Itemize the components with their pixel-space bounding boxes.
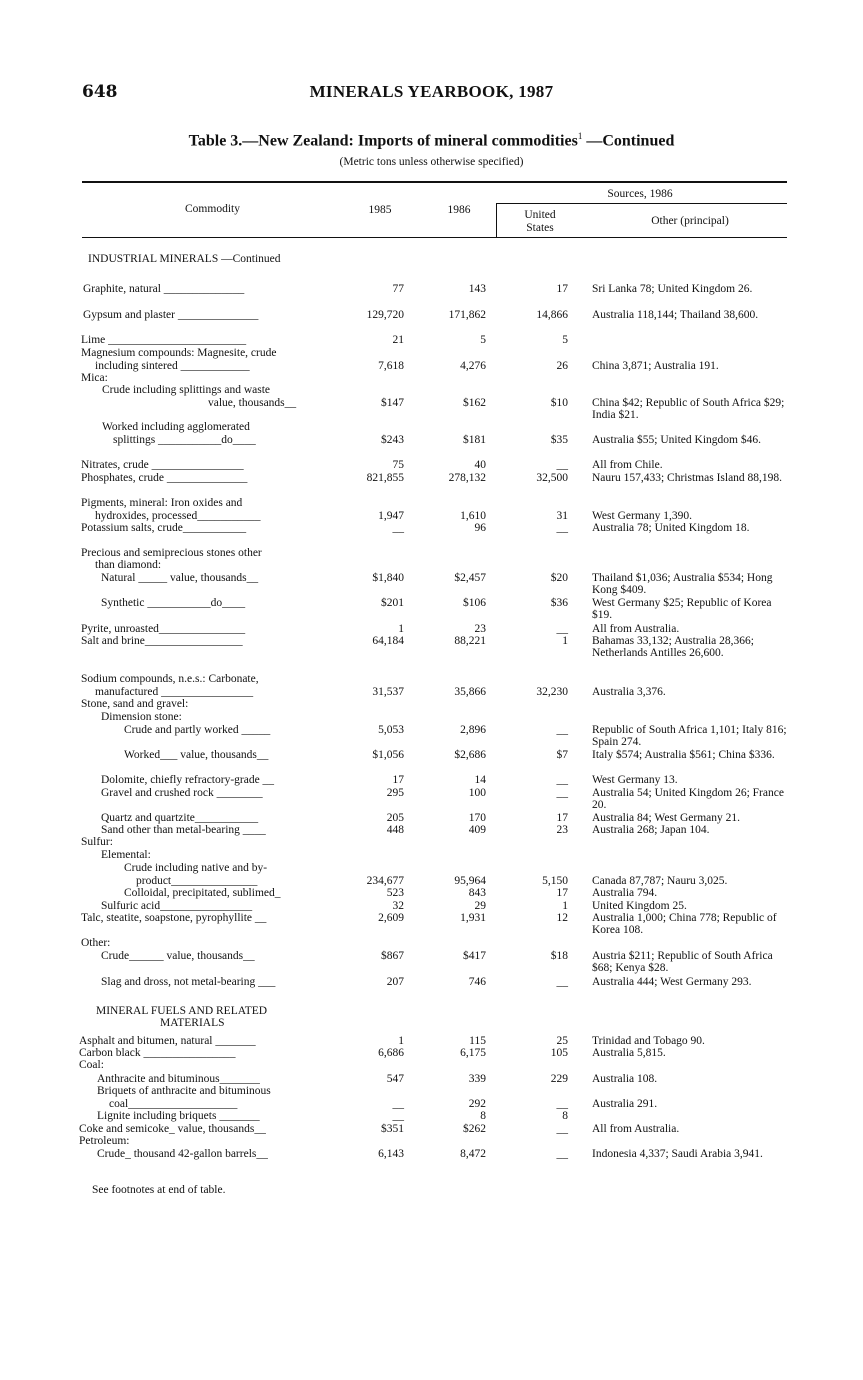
other-sources: West Germany 1,390.: [592, 510, 692, 522]
commodity-label: hydroxides, processed___________: [95, 510, 261, 522]
other-sources: Thailand $1,036; Australia $534; Hong Kong $409.: [592, 572, 773, 596]
table-title: [0, 131, 863, 150]
commodity-label: Anthracite and bituminous_______: [97, 1073, 260, 1085]
value-1986: 1,610: [460, 510, 486, 522]
commodity-label: product_______________: [136, 875, 258, 887]
value-1986: $162: [463, 397, 486, 409]
value-1985: 21: [392, 334, 404, 346]
value-united-states: 8: [562, 1110, 568, 1122]
other-sources: Australia 794.: [592, 887, 658, 899]
other-sources: Italy $574; Australia $561; China $336.: [592, 749, 775, 761]
other-sources: West Germany 13.: [592, 774, 678, 786]
value-united-states: $10: [550, 397, 568, 409]
value-1986: 115: [469, 1035, 486, 1047]
commodity-label: Mica:: [81, 372, 108, 384]
value-1986: 100: [468, 787, 486, 799]
value-1986: 143: [468, 283, 486, 295]
value-1986: 292: [468, 1098, 486, 1110]
other-sources: Australia 268; Japan 104.: [592, 824, 710, 836]
table-footnote: See footnotes at end of table.: [92, 1184, 226, 1196]
value-1986: $2,457: [454, 572, 486, 584]
commodity-label: Crude______ value, thousands__: [101, 950, 255, 962]
other-sources: Australia 118,144; Thailand 38,600.: [592, 309, 759, 321]
other-sources: Canada 87,787; Nauru 3,025.: [592, 875, 728, 887]
value-1986: 1,931: [460, 912, 486, 924]
header-sources: Sources, 1986: [607, 188, 673, 200]
commodity-label: Gravel and crushed rock ________: [101, 787, 263, 799]
header-other-principal: Other (principal): [651, 215, 729, 227]
value-1985: 207: [386, 976, 404, 988]
value-1985: 1,947: [378, 510, 404, 522]
commodity-label: Pigments, mineral: Iron oxides and: [81, 497, 243, 509]
value-1985: 5,053: [378, 724, 404, 736]
other-sources: Sri Lanka 78; United Kingdom 26.: [592, 283, 753, 295]
value-1985: 1: [398, 1035, 404, 1047]
value-united-states: 31: [556, 510, 568, 522]
value-1985: 31,537: [372, 686, 404, 698]
commodity-label: Slag and dross, not metal-bearing ___: [101, 976, 276, 988]
other-sources: Australia 108.: [592, 1073, 658, 1085]
value-1985: $147: [381, 397, 404, 409]
commodity-label: than diamond:: [95, 559, 162, 571]
commodity-label: Colloidal, precipitated, sublimed_: [124, 887, 281, 899]
value-1986: 8,472: [460, 1148, 486, 1160]
value-1985: 129,720: [366, 309, 404, 321]
value-1986: $181: [463, 434, 486, 446]
other-sources: Australia 54; United Kingdom 26; France 20.: [592, 787, 784, 811]
commodity-label: Sulfuric acid________________: [101, 900, 253, 912]
value-1986: 843: [468, 887, 486, 899]
commodity-label: INDUSTRIAL MINERALS —Continued: [88, 253, 281, 265]
commodity-label: Dolomite, chiefly refractory-grade __: [101, 774, 275, 786]
commodity-label: Natural _____ value, thousands__: [101, 572, 259, 584]
value-1985: 17: [392, 774, 404, 786]
commodity-label: Salt and brine_________________: [81, 635, 243, 647]
commodity-label: coal___________________: [109, 1098, 238, 1110]
other-sources: Australia $55; United Kingdom $46.: [592, 434, 761, 446]
value-1985: 32: [392, 900, 404, 912]
value-1985: $1,056: [372, 749, 404, 761]
commodity-label: Coal:: [79, 1059, 104, 1071]
value-1985: $1,840: [372, 572, 404, 584]
value-1985: 6,686: [378, 1047, 404, 1059]
value-1986: $417: [463, 950, 486, 962]
commodity-label: Sulfur:: [81, 836, 113, 848]
other-sources: All from Chile.: [592, 459, 663, 471]
value-1986: 8: [480, 1110, 486, 1122]
value-united-states: 17: [556, 887, 568, 899]
value-1986: 14: [474, 774, 486, 786]
value-united-states: $36: [550, 597, 568, 609]
commodity-label: Magnesium compounds: Magnesite, crude: [81, 347, 277, 359]
sources-underline: [496, 203, 787, 204]
value-united-states: 105: [550, 1047, 568, 1059]
commodity-label: Petroleum:: [79, 1135, 130, 1147]
other-sources: Indonesia 4,337; Saudi Arabia 3,941.: [592, 1148, 763, 1160]
commodity-label: Elemental:: [101, 849, 151, 861]
value-united-states: __: [556, 1148, 568, 1160]
commodity-label: Potassium salts, crude___________: [81, 522, 247, 534]
value-united-states: __: [556, 623, 568, 635]
value-1986: 4,276: [460, 360, 486, 372]
commodity-label: MINERAL FUELS AND RELATED: [96, 1005, 268, 1017]
value-united-states: $20: [550, 572, 568, 584]
other-sources: All from Australia.: [592, 623, 680, 635]
commodity-label: Worked___ value, thousands__: [124, 749, 269, 761]
commodity-label: Lime ________________________: [81, 334, 247, 346]
commodity-label: Graphite, natural ______________: [83, 283, 245, 295]
value-1986: $262: [463, 1123, 486, 1135]
value-1986: 29: [474, 900, 486, 912]
commodity-label: Phosphates, crude ______________: [81, 472, 248, 484]
value-1986: 40: [474, 459, 486, 471]
header-united-states: United States: [524, 209, 556, 234]
table-title-footnote-mark: 1: [577, 131, 583, 141]
value-united-states: 25: [556, 1035, 568, 1047]
value-united-states: $18: [550, 950, 568, 962]
value-united-states: __: [556, 724, 568, 736]
commodity-label: MATERIALS: [160, 1017, 225, 1029]
value-united-states: $7: [556, 749, 568, 761]
value-1985: 547: [386, 1073, 404, 1085]
sources-divider: [496, 203, 497, 238]
commodity-label: Talc, steatite, soapstone, pyrophyllite __: [81, 912, 267, 924]
value-1986: 95,964: [454, 875, 486, 887]
value-1986: 96: [474, 522, 486, 534]
value-1986: 6,175: [460, 1047, 486, 1059]
value-1986: 170: [468, 812, 486, 824]
other-sources: Australia 444; West Germany 293.: [592, 976, 752, 988]
value-1985: 295: [386, 787, 404, 799]
header-bottom-rule: [82, 237, 787, 238]
value-1986: 409: [468, 824, 486, 836]
value-1986: 88,221: [454, 635, 486, 647]
value-1985: $243: [381, 434, 404, 446]
value-1986: 2,896: [460, 724, 486, 736]
commodity-label: Stone, sand and gravel:: [81, 698, 189, 710]
value-1985: 64,184: [372, 635, 404, 647]
other-sources: Trinidad and Tobago 90.: [592, 1035, 705, 1047]
value-1985: 448: [386, 824, 404, 836]
value-united-states: 26: [556, 360, 568, 372]
header-1986: 1986: [447, 204, 471, 216]
value-1986: 339: [468, 1073, 486, 1085]
other-sources: China 3,871; Australia 191.: [592, 360, 719, 372]
value-united-states: 14,866: [536, 309, 568, 321]
commodity-label: Pyrite, unroasted_______________: [81, 623, 246, 635]
commodity-label: Quartz and quartzite___________: [101, 812, 259, 824]
commodity-label: Crude and partly worked _____: [124, 724, 271, 736]
value-1985: 6,143: [378, 1148, 404, 1160]
commodity-label: Asphalt and bitumen, natural _______: [79, 1035, 256, 1047]
value-united-states: 23: [556, 824, 568, 836]
value-1985: $201: [381, 597, 404, 609]
commodity-label: Nitrates, crude ________________: [81, 459, 244, 471]
value-united-states: 17: [556, 283, 568, 295]
value-united-states: 32,500: [536, 472, 568, 484]
value-1985: __: [392, 522, 404, 534]
value-1985: 7,618: [378, 360, 404, 372]
value-1986: 746: [468, 976, 486, 988]
commodity-label: Lignite including briquets _______: [97, 1110, 260, 1122]
value-united-states: 1: [562, 635, 568, 647]
header-1985: 1985: [368, 204, 392, 216]
other-sources: Australia 1,000; China 778; Republic of Korea 108.: [592, 912, 777, 936]
value-1986: 278,132: [448, 472, 486, 484]
value-1985: __: [392, 1110, 404, 1122]
value-1985: 821,855: [366, 472, 404, 484]
other-sources: Australia 291.: [592, 1098, 658, 1110]
value-united-states: 17: [556, 812, 568, 824]
commodity-label: Synthetic ___________do____: [101, 597, 246, 609]
value-1985: 75: [392, 459, 404, 471]
value-1985: __: [392, 1098, 404, 1110]
value-united-states: $35: [550, 434, 568, 446]
value-1985: 205: [386, 812, 404, 824]
value-1985: 2,609: [378, 912, 404, 924]
other-sources: China $42; Republic of South Africa $29; India $21.: [592, 397, 785, 421]
value-1985: 234,677: [366, 875, 404, 887]
value-united-states: 5: [562, 334, 568, 346]
commodity-label: Briquets of anthracite and bituminous: [97, 1085, 271, 1097]
commodity-label: Crude including splittings and waste: [102, 384, 271, 396]
value-united-states: 229: [550, 1073, 568, 1085]
value-1985: $351: [381, 1123, 404, 1135]
commodity-label: manufactured ________________: [95, 686, 254, 698]
value-1986: $106: [463, 597, 486, 609]
value-united-states: 32,230: [536, 686, 568, 698]
commodity-label: Coke and semicoke_ value, thousands__: [79, 1123, 266, 1135]
value-1986: 171,862: [448, 309, 486, 321]
table-title-suffix: —Continued: [582, 132, 675, 150]
commodity-label: value, thousands__: [208, 397, 297, 409]
commodity-label: Other:: [81, 937, 111, 949]
value-1985: 1: [398, 623, 404, 635]
commodity-label: Worked including agglomerated: [102, 421, 250, 433]
value-united-states: 1: [562, 900, 568, 912]
other-sources: Republic of South Africa 1,101; Italy 816; Spain 274.: [592, 724, 787, 748]
other-sources: All from Australia.: [592, 1123, 680, 1135]
value-1986: 23: [474, 623, 486, 635]
value-united-states: 5,150: [542, 875, 568, 887]
table-title-text: Table 3.—New Zealand: Imports of mineral commodities: [188, 132, 578, 150]
commodity-label: including sintered ____________: [95, 360, 250, 372]
commodity-label: Sodium compounds, n.e.s.: Carbonate,: [81, 673, 259, 685]
running-title: MINERALS YEARBOOK, 1987: [309, 82, 554, 101]
value-1985: 77: [392, 283, 404, 295]
commodity-label: Carbon black ________________: [79, 1047, 236, 1059]
value-1985: 523: [386, 887, 404, 899]
other-sources: Australia 78; United Kingdom 18.: [592, 522, 750, 534]
value-1985: $867: [381, 950, 404, 962]
other-sources: Bahamas 33,132; Australia 28,366; Netherlands Antilles 26,600.: [592, 635, 754, 659]
other-sources: United Kingdom 25.: [592, 900, 687, 912]
other-sources: Australia 3,376.: [592, 686, 666, 698]
other-sources: Austria $211; Republic of South Africa $68; Kenya $28.: [592, 950, 773, 974]
page-number: 648: [82, 82, 118, 102]
commodity-label: Crude_ thousand 42-gallon barrels__: [97, 1148, 268, 1160]
value-united-states: __: [556, 459, 568, 471]
value-united-states: 12: [556, 912, 568, 924]
commodity-label: splittings ___________do____: [113, 434, 256, 446]
value-united-states: __: [556, 787, 568, 799]
value-1986: 5: [480, 334, 486, 346]
value-united-states: __: [556, 774, 568, 786]
commodity-label: Sand other than metal-bearing ____: [101, 824, 266, 836]
other-sources: Australia 84; West Germany 21.: [592, 812, 741, 824]
value-united-states: __: [556, 1123, 568, 1135]
value-united-states: __: [556, 522, 568, 534]
commodity-label: Precious and semiprecious stones other: [81, 547, 262, 559]
commodity-label: Gypsum and plaster ______________: [83, 309, 259, 321]
other-sources: West Germany $25; Republic of Korea $19.: [592, 597, 772, 621]
other-sources: Australia 5,815.: [592, 1047, 666, 1059]
value-1986: 35,866: [454, 686, 486, 698]
table-top-rule: [82, 181, 787, 183]
commodity-label: Dimension stone:: [101, 711, 182, 723]
table-subtitle: (Metric tons unless otherwise specified): [339, 156, 524, 168]
header-commodity: Commodity: [185, 203, 240, 215]
value-united-states: __: [556, 976, 568, 988]
commodity-label: Crude including native and by-: [124, 862, 268, 874]
value-1986: $2,686: [454, 749, 486, 761]
other-sources: Nauru 157,433; Christmas Island 88,198.: [592, 472, 783, 484]
value-united-states: __: [556, 1098, 568, 1110]
